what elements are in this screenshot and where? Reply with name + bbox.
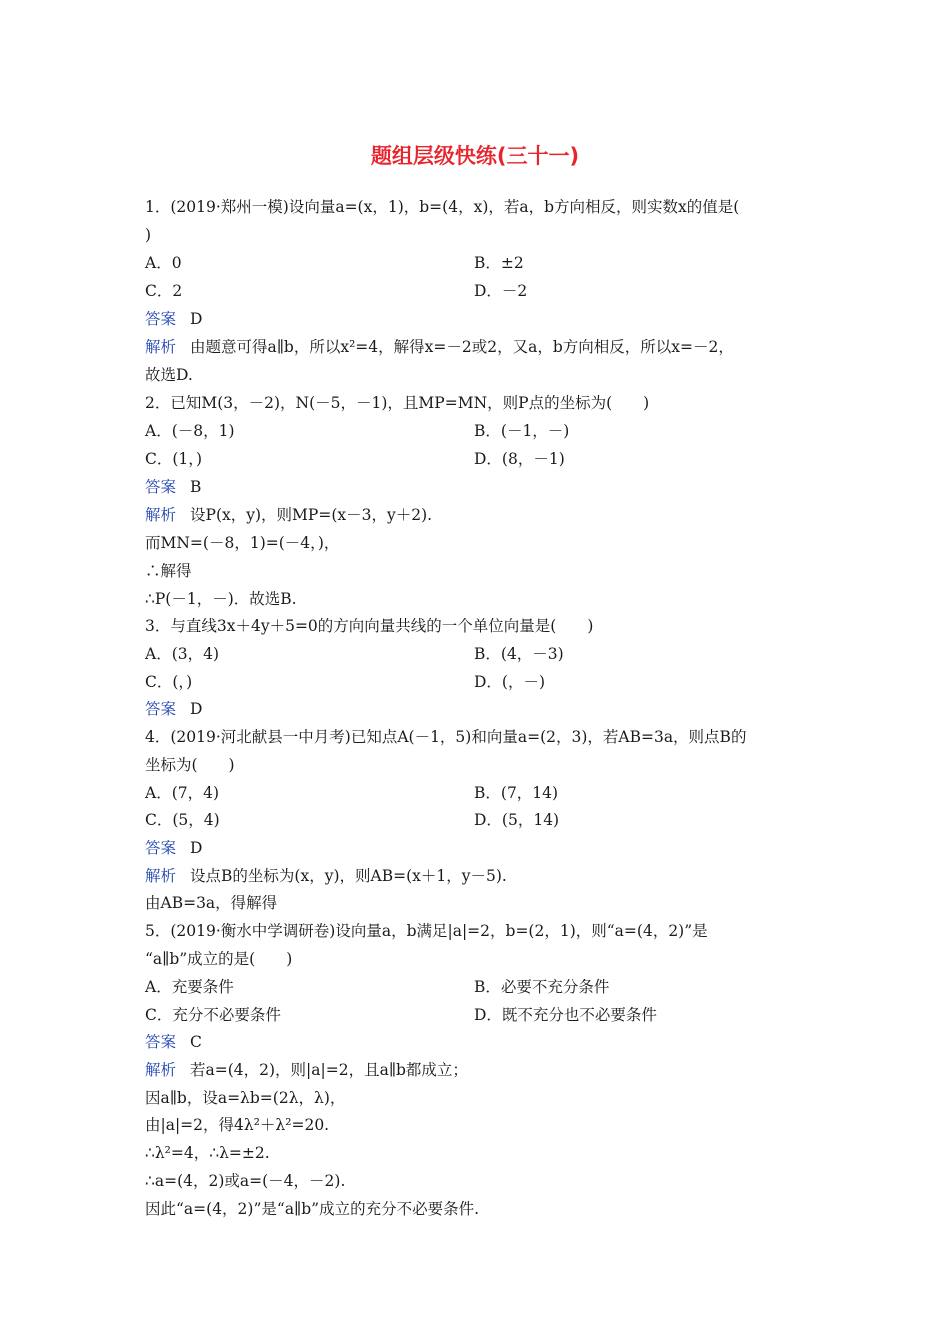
q2-analysis-line3: ∴解得 <box>145 562 192 580</box>
q3-option-a: A．(3，4) <box>145 645 220 663</box>
answer-label: 答案 <box>145 310 177 328</box>
q4-stem-line2: 坐标为( ) <box>145 756 235 774</box>
q4-stem-line1: 4．(2019·河北献县一中月考)已知点A(－1，5)和向量a=(2，3)，若AB=3a，则点B的 <box>145 728 747 746</box>
q1-option-b: B．±2 <box>474 254 524 272</box>
answer-label: 答案 <box>145 839 177 857</box>
q4-option-c: C．(5，4) <box>145 811 220 829</box>
q1-option-d: D．－2 <box>474 282 528 300</box>
analysis-text: 若a=(4，2)，则|a|=2，且a∥b都成立； <box>190 1061 468 1079</box>
q4-option-b: B．(7，14) <box>474 784 559 802</box>
answer-value: D <box>190 700 203 718</box>
answer-label: 答案 <box>145 478 177 496</box>
answer-value: D <box>190 310 203 328</box>
page-title: 题组层级快练(三十一) <box>370 144 580 168</box>
q5-option-d: D．既不充分也不必要条件 <box>474 1006 657 1024</box>
q2-stem: 2．已知M(3，－2)，N(－5，－1)，且MP=MN，则P点的坐标为( ) <box>145 394 650 412</box>
analysis-text: 设P(x，y)，则MP=(x－3，y＋2). <box>190 506 433 524</box>
q5-analysis-line6: 因此“a=(4，2)”是“a∥b”成立的充分不必要条件. <box>145 1200 479 1218</box>
q5-analysis-line3: 由|a|=2，得4λ²＋λ²=20. <box>145 1116 330 1134</box>
q2-option-d: D．(8，－1) <box>474 450 565 468</box>
q1-analysis-line1 <box>145 333 815 361</box>
q2-analysis-line4: ∴P(－1，－)．故选B. <box>145 590 297 608</box>
q3-stem: 3．与直线3x＋4y＋5=0的方向向量共线的一个单位向量是( ) <box>145 617 594 635</box>
analysis-text: 由题意可得a∥b，所以x²=4，解得x=－2或2，又a，b方向相反，所以x=－2， <box>190 338 734 356</box>
q4-option-a: A．(7，4) <box>145 784 220 802</box>
q5-answer <box>145 1028 815 1056</box>
q1-option-c: C．2 <box>145 282 183 300</box>
answer-value: D <box>190 839 203 857</box>
q1-option-a: A．0 <box>145 254 182 272</box>
answer-value: B <box>190 478 202 496</box>
q5-analysis-line4: ∴λ²=4，∴λ=±2. <box>145 1144 270 1162</box>
q5-analysis-line1 <box>145 1056 815 1084</box>
analysis-label: 解析 <box>145 506 177 524</box>
q2-option-a: A．(－8，1) <box>145 422 235 440</box>
analysis-label: 解析 <box>145 1061 177 1079</box>
q3-answer <box>145 695 815 723</box>
q5-option-b: B．必要不充分条件 <box>474 978 610 996</box>
answer-label: 答案 <box>145 1033 177 1051</box>
q3-option-c: C．(，) <box>145 673 193 691</box>
q1-analysis-line2: 故选D. <box>145 366 193 384</box>
q2-answer <box>145 473 815 501</box>
q4-option-d: D．(5，14) <box>474 811 560 829</box>
q3-option-d: D．(，－) <box>474 673 546 691</box>
q2-option-b: B．(－1，－) <box>474 422 570 440</box>
q5-option-a: A．充要条件 <box>145 978 234 996</box>
q1-stem-line2: ) <box>145 226 152 244</box>
q5-analysis-line2: 因a∥b，设a=λb=(2λ，λ)， <box>145 1089 346 1107</box>
q4-analysis-line1 <box>145 862 815 890</box>
q2-analysis-line2: 而MN=(－8，1)=(－4，)， <box>145 534 340 552</box>
q1-answer <box>145 305 815 333</box>
q4-answer <box>145 834 815 862</box>
analysis-label: 解析 <box>145 867 177 885</box>
q2-option-c: C．(1，) <box>145 450 203 468</box>
q4-analysis-line2: 由AB=3a，得解得 <box>145 894 278 912</box>
q5-option-c: C．充分不必要条件 <box>145 1006 281 1024</box>
q1-stem-line1: 1．(2019·郑州一模)设向量a=(x，1)，b=(4，x)，若a，b方向相反，则实数x的值是( <box>145 198 740 216</box>
answer-label: 答案 <box>145 700 177 718</box>
q5-analysis-line5: ∴a=(4，2)或a=(－4，－2). <box>145 1172 346 1190</box>
answer-value: C <box>190 1033 202 1051</box>
q2-analysis-line1 <box>145 501 815 529</box>
q5-stem-line1: 5．(2019·衡水中学调研卷)设向量a，b满足|a|=2，b=(2，1)，则“a=(4，2)”是 <box>145 922 708 940</box>
analysis-label: 解析 <box>145 338 177 356</box>
q3-option-b: B．(4，－3) <box>474 645 564 663</box>
q5-stem-line2: “a∥b”成立的是( ) <box>145 950 293 968</box>
analysis-text: 设点B的坐标为(x，y)，则AB=(x＋1，y－5). <box>190 867 507 885</box>
